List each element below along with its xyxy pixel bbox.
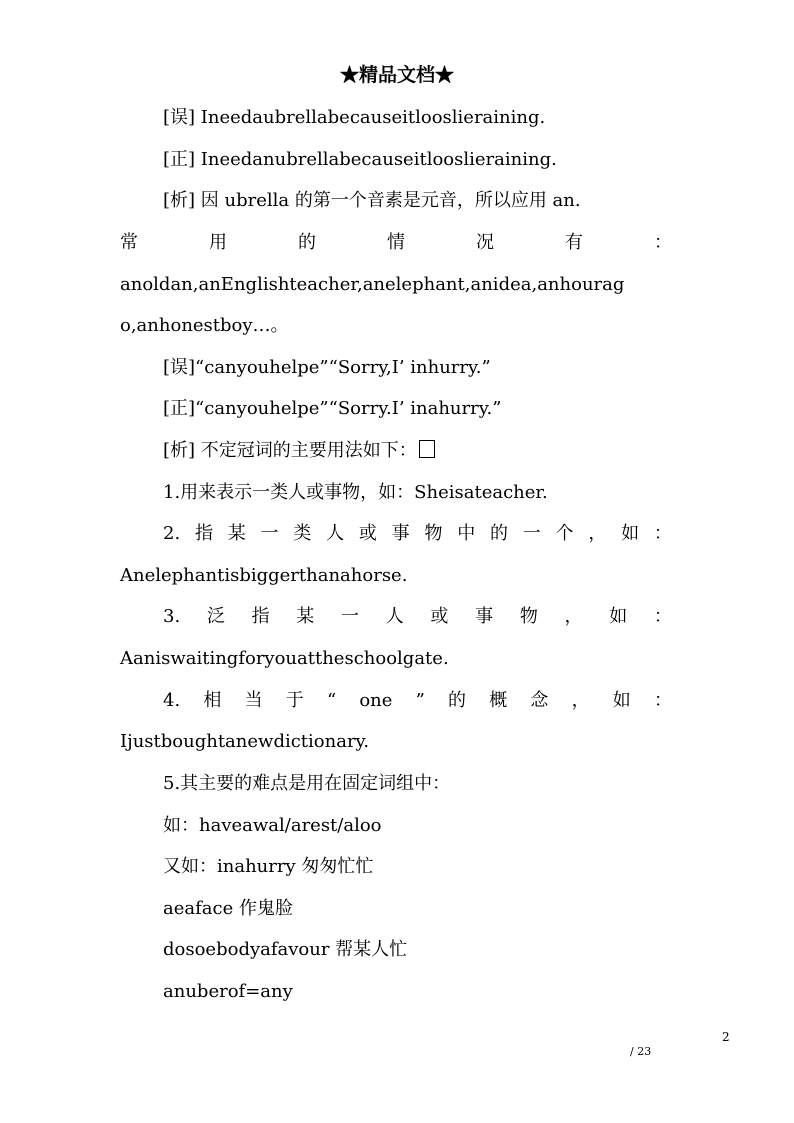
word: 物 (519, 606, 538, 627)
word: 常 (120, 232, 138, 253)
text-line: anuberof=any (163, 981, 293, 1002)
word: 当 (244, 690, 263, 711)
text-line: anoldan,anEnglishteacher,anelephant,anidea,anhourag (120, 274, 625, 295)
text-line: aeaface 作鬼脸 (163, 898, 293, 919)
word: 指 (251, 606, 270, 627)
word: 中 (457, 523, 476, 544)
word: 一 (522, 523, 541, 544)
text-line: [正] Ineedanubrellabecauseitlooslieraining. (163, 149, 557, 170)
word: 指 (194, 523, 213, 544)
word: 事 (391, 523, 410, 544)
word: 4. (163, 690, 181, 711)
text-line: [析] 因 ubrella 的第一个音素是元音，所以应用 an. (163, 190, 581, 211)
justified-line (163, 522, 672, 546)
justified-line (163, 689, 672, 713)
word: 某 (227, 523, 246, 544)
word: 如 (609, 606, 628, 627)
word: ， (588, 523, 607, 544)
text-line: 1.用来表示一类人或事物，如：Sheisateacher. (163, 482, 548, 503)
word: 3. (163, 606, 181, 627)
text-line: [误] Ineedaubrellabecauseitlooslieraining. (163, 107, 546, 128)
word: 一 (341, 606, 359, 627)
text-line: 如：haveawal/arest/aloo (163, 815, 382, 836)
word: 于 (285, 690, 304, 711)
word: “ (326, 690, 337, 711)
word: 一 (260, 523, 279, 544)
word: 人 (326, 523, 345, 544)
word: ： (653, 690, 672, 711)
text: [析] 不定冠词的主要用法如下： (163, 440, 417, 461)
word: 的 (298, 232, 316, 253)
word: 事 (475, 606, 494, 627)
word: 类 (293, 523, 312, 544)
word: 概 (489, 690, 508, 711)
word: 有 (565, 232, 583, 253)
text-line: dosoebodyafavour 帮某人忙 (163, 939, 408, 960)
word: 如 (621, 523, 640, 544)
word: ， (571, 690, 590, 711)
word: 如 (612, 690, 631, 711)
word: 念 (530, 690, 549, 711)
word: one (359, 690, 393, 711)
text-line: [正]“canyouhelpe”“Sorry.I’ inahurry.” (163, 398, 502, 419)
text-line: o,anhonestboy…。 (120, 315, 289, 336)
text-line: 5.其主要的难点是用在固定词组中： (163, 773, 451, 794)
text-line: Ijustboughtanewdictionary. (120, 731, 370, 752)
word: 或 (358, 523, 377, 544)
word: 况 (476, 232, 494, 253)
text-line: Aaniswaitingforyouattheschoolgate. (120, 648, 449, 669)
word: 或 (430, 606, 449, 627)
justified-line (120, 231, 672, 255)
word: 用 (209, 232, 227, 253)
word: 的 (448, 690, 466, 711)
word: 的 (490, 523, 508, 544)
word: ： (653, 523, 672, 544)
word: 某 (296, 606, 315, 627)
word: ， (564, 606, 583, 627)
placeholder-box-icon (419, 440, 435, 458)
justified-line (163, 605, 672, 629)
word: ： (654, 232, 672, 253)
page-header: ★精品文档★ (339, 64, 454, 86)
word: ： (653, 606, 672, 627)
word: 泛 (206, 606, 225, 627)
word: ” (415, 690, 425, 711)
text-line: Anelephantisbiggerthanahorse. (120, 565, 408, 586)
word: 相 (203, 690, 222, 711)
word: 物 (424, 523, 443, 544)
word: 人 (385, 606, 404, 627)
text-line-with-box (163, 439, 672, 463)
text-line: 又如：inahurry 匆匆忙忙 (163, 856, 374, 877)
text-line: [误]“canyouhelpe”“Sorry,I’ inhurry.” (163, 357, 491, 378)
word: 个 (555, 523, 574, 544)
word: 情 (387, 232, 405, 253)
word: 2. (163, 523, 181, 544)
page-total: / 23 (630, 1045, 652, 1058)
page-number: 2 (722, 1030, 730, 1044)
